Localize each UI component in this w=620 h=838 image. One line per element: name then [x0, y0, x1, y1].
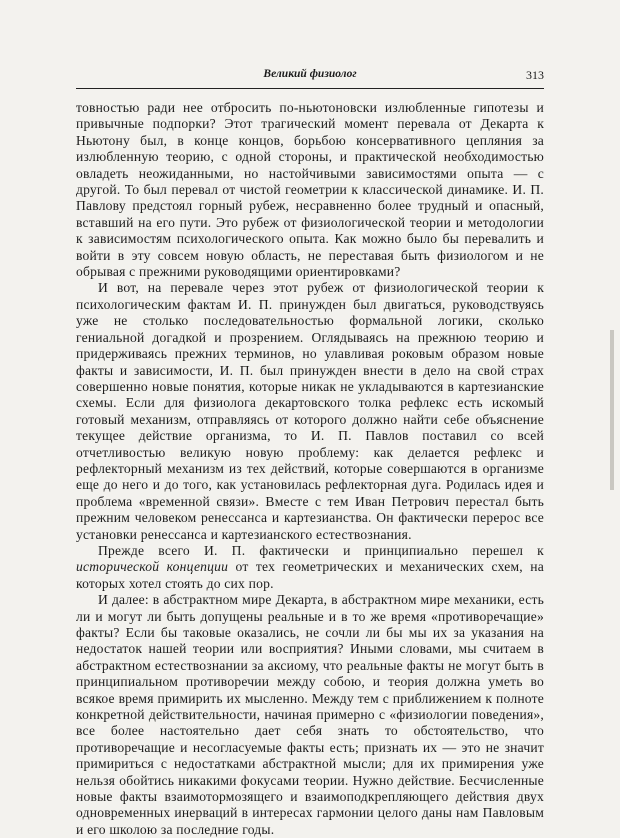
paragraph-4: И далее: в абстрактном мире Декарта, в абстрактном мире механики, есть ли и могут ли быть допущены реальные и в то же время «противоречащие» факты? Если бы таковые оказались, не сочли ли бы мы их за указания на недостаток нашей теории или восприятия? Иными словами, мы считаем в абстрактном естествознании за аксиому, что реальные факты не могут быть в принципиальном противоречии между собою, и теория должна уметь во всякое время примирить их мысленно. Между тем с приближением к полноте конкретной действительности, начиная примерно с «физиологии поведения», все более настоятельно дает себя знать то обстоятельство, что противоречащие и несогласуемые факты есть; признать их — это не значит примириться с недостатками абстрактной мысли; для их примирения уже нельзя обойтись никакими фокусами теории. Нужно действие. Бесчисленные новые факты взаимотормозящего и взаимоподкрепляющего действия двух одновременных инерваций в интересах гармонии целого даны нам Павловым и его школою за последние годы. — [76, 592, 544, 837]
paragraph-3-text-end: от тех геометрических и механических схем, на которых хотел стоять до сих пор. — [76, 559, 544, 591]
paragraph-3 — [76, 543, 544, 592]
running-title: Великий физиолог — [263, 68, 357, 80]
paragraph-1: товностью ради нее отбросить по-ньютоновски излюбленные гипотезы и привычные подпорки? Этот трагический момент перевала от Декарта к Ньютону был, в конце концов, борьбою консервативного цепляния за излюбленную теорию, с одной стороны, и практической необходимостью овладеть неожиданными, но настойчивыми зависимостями опыта — с другой. То был перевал от чистой геометрии к классической динамике. И. П. Павлову предстоял горный рубеж, несравненно более трудный и опасный, вставший на его пути. Это рубеж от физиологической теории и методологии к зависимостям психологического опыта. Как можно было бы перевалить и войти в эту совсем новую область, не переставая быть физиологом и не обрывая с прежними руководящими ориентировками? — [76, 100, 544, 280]
body-text — [76, 100, 544, 838]
page-number: 313 — [526, 68, 544, 82]
paragraph-3-text-start: Прежде всего И. П. фактически и принципиально перешел к — [98, 542, 544, 558]
paragraph-2: И вот, на перевале через этот рубеж от физиологической теории к психологическим фактам И. П. принужден был двигаться, руководствуясь уже не столько последовательностью формальной логики, сколько гениальной догадкой и прозрением. Оглядываясь на прежнюю теорию и придерживаясь прежних терминов, но улавливая роковым образом новые факты и зависимости, И. П. был принужден внести в дело на свой страх совершенно новые понятия, которые никак не укладываются в картезианские схемы. Если для физиолога декартовского толка рефлекс есть искомый готовый механизм, отправляясь от которого должно найти себе объяснение текущее действие организма, то И. П. Павлов поставил со всей отчетливостью великую новую проблему: как делается рефлекс и рефлекторный механизм из тех действий, которые совершаются в организме еще до него и до того, как установилась рефлекторная дуга. Родилась идея и проблема «временной связи». Вместе с тем Иван Петрович перестал быть прежним человеком ренессанса и картезианства. Он фактически перерос все установки ренессанса и картезианского естествознания. — [76, 280, 544, 542]
page-edge-shadow — [610, 330, 614, 490]
page-header — [76, 68, 544, 86]
paragraph-3-emphasis: исторической концепции — [76, 559, 229, 575]
header-rule — [76, 88, 544, 89]
